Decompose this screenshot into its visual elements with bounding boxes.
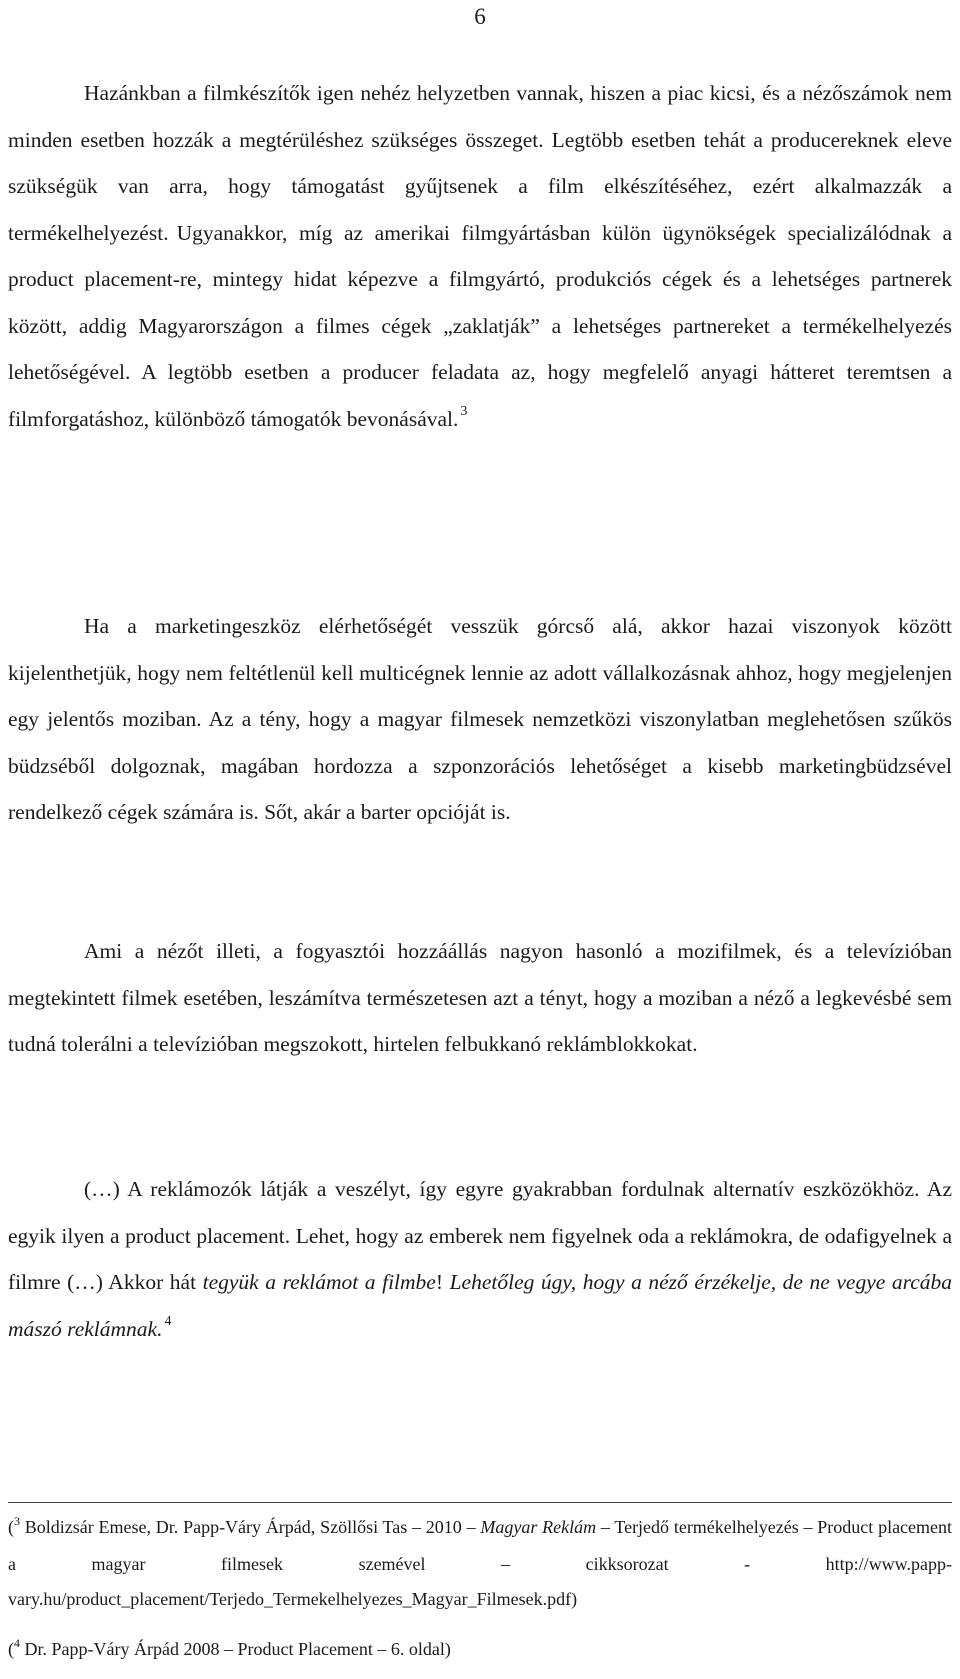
footnote-3-text-b: – Terjedő termékelhelyezés – Product placement a magyar filmesek szemével – cikksorozat - http://www.papp-vary.hu/product_placement/Terjedo_Termekelhelyezes_Magyar_Filmesek.pdf) bbox=[8, 1517, 953, 1609]
paragraph-1-text-b: Ugyanakkor, míg az amerikai filmgyártásban külön ügynökségek specializálódnak a product placement-re, mintegy hidat képezve a filmgyártó, produkciós cégek és a lehetséges partnerek között, addig Magyarországon a filmes cégek „zaklatják” a lehetséges partnereket a termékelhelyezés lehetőségével. A legtöbb esetben a producer feladata az, hogy megfelelő anyagi hátteret teremtsen a filmforgatáshoz, különböző támogatók bevonásával. bbox=[8, 220, 952, 431]
footnote-4-number: 4 bbox=[14, 1636, 20, 1650]
paragraph-3-text: Ami a nézőt illeti, a fogyasztói hozzáállás nagyon hasonló a mozifilmek, és a televízióban megtekintett filmek esetében, leszámítva természetesen azt a tényt, hogy a moziban a néző a legkevésbé sem tudná tolerálni a televízióban megszokott, hirtelen felbukkanó reklámblokkokat. bbox=[8, 939, 952, 1056]
footnote-4: ($^4$ Dr. Papp-Váry Árpád 2008 – Product Placement – 6. oldal) bbox=[8, 1636, 451, 1659]
paragraph-2 bbox=[8, 603, 952, 836]
footnote-3-number: 3 bbox=[14, 1514, 20, 1528]
quote-paragraph bbox=[8, 1166, 952, 1356]
page-number: 6 bbox=[474, 4, 486, 29]
footnote-separator bbox=[8, 1502, 952, 1503]
footnote-3-italic: Magyar Reklám bbox=[480, 1517, 597, 1537]
footnote-ref-3: 3 bbox=[460, 403, 468, 419]
footnote-4-text: Dr. Papp-Váry Árpád 2008 – Product Placement – 6. oldal) bbox=[24, 1639, 451, 1659]
footnote-3-text-a: Boldizsár Emese, Dr. Papp-Váry Árpád, Szöllősi Tas – 2010 – bbox=[24, 1517, 476, 1537]
footnote-3: ($^3$ Boldizsár Emese, Dr. Papp-Váry Árpád, Szöllősi Tas – 2010 – Magyar Reklám – Terjedő termékelhelyezés – Product placement a magyar filmesek szemével – cikksorozat - http://www.papp-vary.hu/product_placement/Terjedo_Termekelhelyezes_Magyar_Filmesek.pdf) bbox=[8, 1514, 953, 1609]
quote-text: (…) A reklámozók látják a veszélyt, így egyre gyakrabban fordulnak alternatív eszközökhöz. Az egyik ilyen a product placement. Lehet, hogy az emberek nem figyelnek oda a reklámokra, de odafigyelnek a filmre (…) Akkor hát bbox=[8, 1177, 952, 1294]
paragraph-2-text: Ha a marketingeszköz elérhetőségét vesszük górcső alá, akkor hazai viszonyok között kijelenthetjük, hogy nem feltétlenül kell multicégnek lennie az adott vállalkozásnak ahhoz, hogy megjelenjen egy jelentős moziban. Az a tény, hogy a magyar filmesek nemzetközi viszonylatban meglehetősen szűkös büdzséből dolgoznak, magában hordozza a szponzorációs lehetőséget a kisebb marketingbüdzsével rendelkező cégek számára is. Sőt, akár a barter opcióját is. bbox=[8, 614, 952, 824]
quote-italic-2: Lehetőleg úgy, hogy a néző érzékelje, de ne vegye arcába mászó reklámnak. bbox=[8, 1270, 952, 1341]
quote-exclamation: ! bbox=[435, 1270, 444, 1294]
paragraph-1-text-a: Hazánkban a filmkészítők igen nehéz helyzetben vannak, hiszen a piac kicsi, és a nézőszámok nem minden esetben hozzák a megtérüléshez szükséges összeget. Legtöbb esetben tehát a producereknek eleve szükségük van arra, hogy támogatást gyűjtsenek a film elkészítéséhez, ezért alkalmazzák a termékelhelyezést. bbox=[8, 81, 952, 245]
quote-italic-1: tegyük a reklámot a filmbe bbox=[202, 1270, 436, 1294]
paragraph-3 bbox=[8, 928, 952, 1068]
footnote-ref-4: 4 bbox=[164, 1313, 172, 1329]
paragraph-1 bbox=[8, 70, 952, 446]
